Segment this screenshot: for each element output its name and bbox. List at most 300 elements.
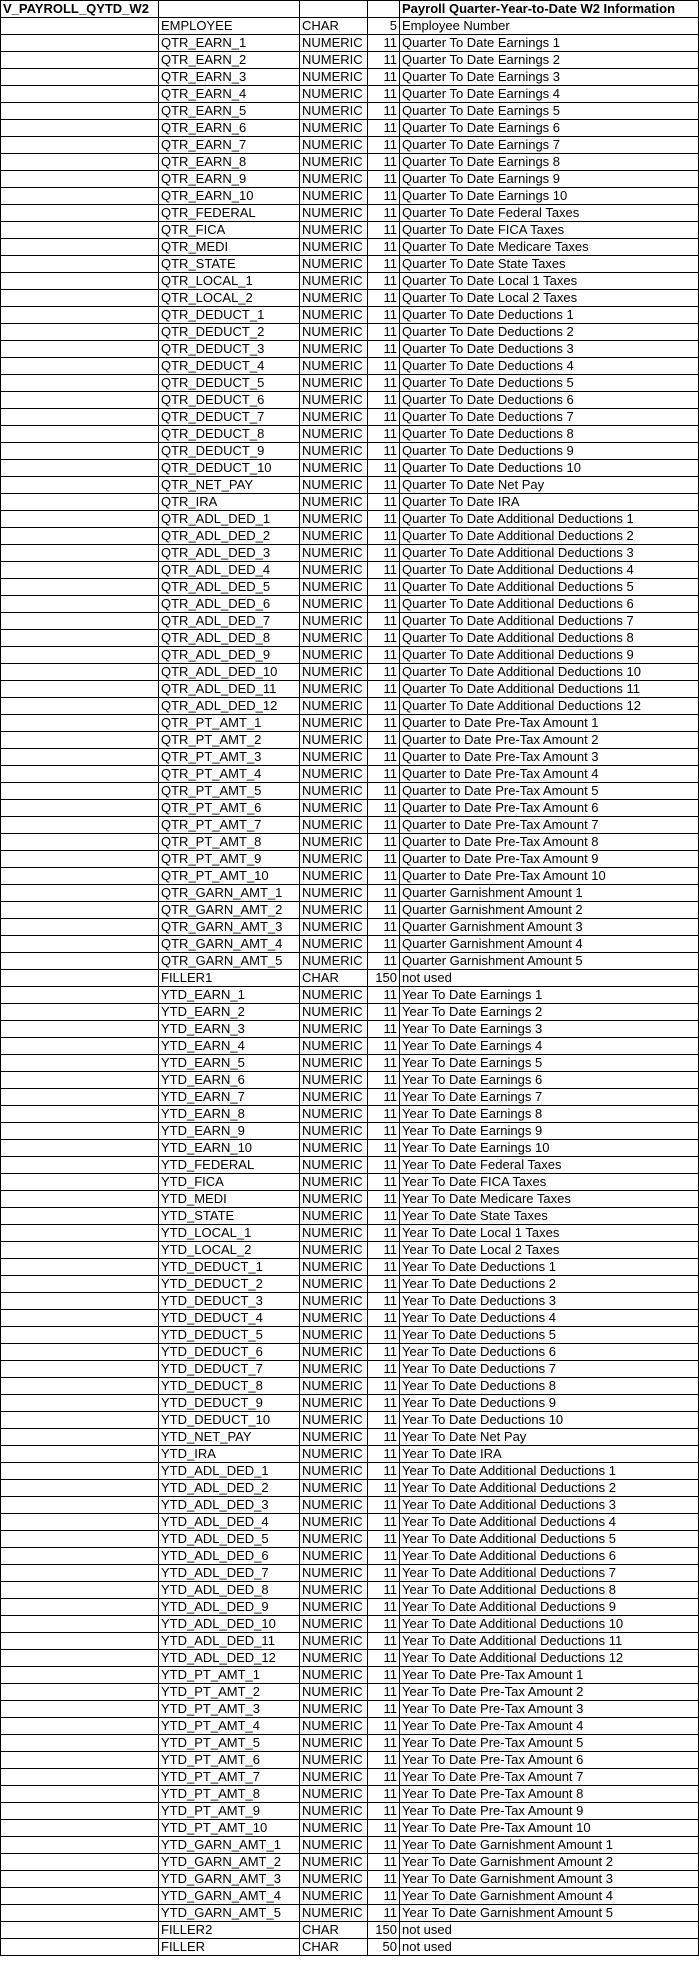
field-description-cell: Year To Date Pre-Tax Amount 5 <box>400 1735 699 1752</box>
field-name-cell: QTR_DEDUCT_2 <box>159 324 300 341</box>
field-type-cell: NUMERIC <box>300 766 368 783</box>
field-name-cell: YTD_ADL_DED_3 <box>159 1497 300 1514</box>
table-row <box>1 69 699 86</box>
field-type-cell: CHAR <box>300 970 368 987</box>
field-description-cell: Quarter Garnishment Amount 2 <box>400 902 699 919</box>
field-description-cell: Quarter To Date Medicare Taxes <box>400 239 699 256</box>
field-description-cell: Year To Date Earnings 10 <box>400 1140 699 1157</box>
field-type-cell: NUMERIC <box>300 953 368 970</box>
field-type-cell: NUMERIC <box>300 205 368 222</box>
field-description-cell: Quarter To Date Net Pay <box>400 477 699 494</box>
field-type-cell: NUMERIC <box>300 69 368 86</box>
row-blank-cell <box>1 1123 159 1140</box>
row-blank-cell <box>1 205 159 222</box>
field-description-cell: Quarter To Date Additional Deductions 12 <box>400 698 699 715</box>
field-length-cell: 11 <box>368 749 400 766</box>
field-type-cell: NUMERIC <box>300 1701 368 1718</box>
row-blank-cell <box>1 324 159 341</box>
field-name-cell: YTD_DEDUCT_1 <box>159 1259 300 1276</box>
field-type-cell: NUMERIC <box>300 1650 368 1667</box>
row-blank-cell <box>1 273 159 290</box>
field-description-cell: Year To Date Pre-Tax Amount 10 <box>400 1820 699 1837</box>
field-name-cell: QTR_EARN_7 <box>159 137 300 154</box>
field-name-cell: YTD_EARN_10 <box>159 1140 300 1157</box>
table-row <box>1 1021 699 1038</box>
row-blank-cell <box>1 1769 159 1786</box>
row-blank-cell <box>1 1854 159 1871</box>
field-length-cell: 150 <box>368 1922 400 1939</box>
field-type-cell: NUMERIC <box>300 1429 368 1446</box>
table-row <box>1 1820 699 1837</box>
table-row <box>1 426 699 443</box>
field-description-cell: Quarter To Date Earnings 7 <box>400 137 699 154</box>
table-row <box>1 307 699 324</box>
field-length-cell: 11 <box>368 647 400 664</box>
field-name-cell: YTD_DEDUCT_4 <box>159 1310 300 1327</box>
field-description-cell: Quarter To Date Deductions 10 <box>400 460 699 477</box>
field-description-cell: Quarter To Date Local 1 Taxes <box>400 273 699 290</box>
row-blank-cell <box>1 1599 159 1616</box>
field-description-cell: Year To Date Earnings 6 <box>400 1072 699 1089</box>
field-description-cell: Quarter To Date FICA Taxes <box>400 222 699 239</box>
field-description-cell: Quarter To Date IRA <box>400 494 699 511</box>
field-description-cell: Year To Date Deductions 6 <box>400 1344 699 1361</box>
field-description-cell: Quarter to Date Pre-Tax Amount 5 <box>400 783 699 800</box>
field-name-cell: YTD_DEDUCT_3 <box>159 1293 300 1310</box>
field-description-cell: Quarter To Date Additional Deductions 4 <box>400 562 699 579</box>
field-description-cell: Year To Date Garnishment Amount 1 <box>400 1837 699 1854</box>
table-row <box>1 1854 699 1871</box>
field-type-cell: NUMERIC <box>300 460 368 477</box>
row-blank-cell <box>1 1242 159 1259</box>
table-row <box>1 647 699 664</box>
field-type-cell: NUMERIC <box>300 375 368 392</box>
field-description-cell: Year To Date Additional Deductions 2 <box>400 1480 699 1497</box>
row-blank-cell <box>1 1718 159 1735</box>
field-description-cell: Quarter To Date Earnings 3 <box>400 69 699 86</box>
field-name-cell: QTR_PT_AMT_7 <box>159 817 300 834</box>
row-blank-cell <box>1 1106 159 1123</box>
field-description-cell: Year To Date Deductions 9 <box>400 1395 699 1412</box>
field-type-cell: NUMERIC <box>300 358 368 375</box>
field-description-cell: Quarter To Date Earnings 5 <box>400 103 699 120</box>
table-row <box>1 375 699 392</box>
field-description-cell: Year To Date Additional Deductions 7 <box>400 1565 699 1582</box>
field-description-cell: Year To Date Additional Deductions 10 <box>400 1616 699 1633</box>
field-type-cell: NUMERIC <box>300 1259 368 1276</box>
field-name-cell: QTR_PT_AMT_1 <box>159 715 300 732</box>
field-description-cell: Year To Date Earnings 8 <box>400 1106 699 1123</box>
row-blank-cell <box>1 1004 159 1021</box>
field-length-cell: 11 <box>368 1667 400 1684</box>
field-description-cell: Year To Date IRA <box>400 1446 699 1463</box>
row-blank-cell <box>1 69 159 86</box>
row-blank-cell <box>1 1344 159 1361</box>
field-type-cell: NUMERIC <box>300 1106 368 1123</box>
field-type-cell: NUMERIC <box>300 851 368 868</box>
field-name-cell: QTR_STATE <box>159 256 300 273</box>
table-row <box>1 1089 699 1106</box>
field-description-cell: Year To Date Deductions 5 <box>400 1327 699 1344</box>
row-blank-cell <box>1 1310 159 1327</box>
table-row <box>1 1871 699 1888</box>
field-type-cell: NUMERIC <box>300 1293 368 1310</box>
field-description-cell: Quarter To Date Deductions 9 <box>400 443 699 460</box>
field-type-cell: NUMERIC <box>300 1565 368 1582</box>
field-type-cell: NUMERIC <box>300 579 368 596</box>
row-blank-cell <box>1 1021 159 1038</box>
field-length-cell: 11 <box>368 1684 400 1701</box>
field-length-cell: 11 <box>368 1004 400 1021</box>
table-row <box>1 1701 699 1718</box>
row-blank-cell <box>1 919 159 936</box>
row-blank-cell <box>1 1055 159 1072</box>
row-blank-cell <box>1 511 159 528</box>
field-description-cell: Quarter to Date Pre-Tax Amount 6 <box>400 800 699 817</box>
table-row <box>1 256 699 273</box>
field-description-cell: Quarter To Date Earnings 1 <box>400 35 699 52</box>
field-name-cell: YTD_EARN_8 <box>159 1106 300 1123</box>
table-row <box>1 392 699 409</box>
field-description-cell: Year To Date Local 2 Taxes <box>400 1242 699 1259</box>
field-length-cell: 11 <box>368 919 400 936</box>
row-blank-cell <box>1 1429 159 1446</box>
table-row <box>1 1259 699 1276</box>
field-length-cell: 11 <box>368 1565 400 1582</box>
field-length-cell: 11 <box>368 1599 400 1616</box>
field-type-cell: NUMERIC <box>300 919 368 936</box>
field-name-cell: YTD_FEDERAL <box>159 1157 300 1174</box>
field-type-cell: NUMERIC <box>300 1463 368 1480</box>
field-length-cell: 11 <box>368 800 400 817</box>
field-description-cell: Quarter To Date Earnings 9 <box>400 171 699 188</box>
field-length-cell: 11 <box>368 1276 400 1293</box>
row-blank-cell <box>1 1650 159 1667</box>
field-type-cell: NUMERIC <box>300 239 368 256</box>
field-length-cell: 11 <box>368 1327 400 1344</box>
field-type-cell: NUMERIC <box>300 256 368 273</box>
field-description-cell: Quarter to Date Pre-Tax Amount 3 <box>400 749 699 766</box>
field-name-cell: QTR_ADL_DED_10 <box>159 664 300 681</box>
field-name-cell: QTR_ADL_DED_6 <box>159 596 300 613</box>
field-length-cell: 11 <box>368 1480 400 1497</box>
row-blank-cell <box>1 1157 159 1174</box>
row-blank-cell <box>1 307 159 324</box>
field-name-cell: YTD_EARN_9 <box>159 1123 300 1140</box>
field-description-cell: Quarter To Date Additional Deductions 2 <box>400 528 699 545</box>
field-description-cell: not used <box>400 1939 699 1956</box>
field-description-cell: Quarter To Date Additional Deductions 11 <box>400 681 699 698</box>
table-row <box>1 1395 699 1412</box>
field-description-cell: Year To Date Pre-Tax Amount 2 <box>400 1684 699 1701</box>
row-blank-cell <box>1 783 159 800</box>
field-description-cell: Quarter To Date Additional Deductions 9 <box>400 647 699 664</box>
field-length-cell: 11 <box>368 1497 400 1514</box>
row-blank-cell <box>1 1412 159 1429</box>
field-description-cell: Year To Date Additional Deductions 8 <box>400 1582 699 1599</box>
field-type-cell: NUMERIC <box>300 1820 368 1837</box>
field-name-cell: QTR_GARN_AMT_1 <box>159 885 300 902</box>
field-description-cell: Year To Date Additional Deductions 12 <box>400 1650 699 1667</box>
field-type-cell: NUMERIC <box>300 596 368 613</box>
field-description-cell: Year To Date Additional Deductions 5 <box>400 1531 699 1548</box>
field-description-cell: Year To Date FICA Taxes <box>400 1174 699 1191</box>
table-row <box>1 1939 699 1956</box>
field-description-cell: Quarter to Date Pre-Tax Amount 2 <box>400 732 699 749</box>
field-name-cell: YTD_DEDUCT_7 <box>159 1361 300 1378</box>
field-length-cell: 11 <box>368 579 400 596</box>
field-description-cell: Year To Date Local 1 Taxes <box>400 1225 699 1242</box>
table-row <box>1 1140 699 1157</box>
row-blank-cell <box>1 1225 159 1242</box>
table-row <box>1 1225 699 1242</box>
field-type-cell: NUMERIC <box>300 1021 368 1038</box>
table-row <box>1 103 699 120</box>
table-row <box>1 1191 699 1208</box>
field-name-cell: QTR_ADL_DED_1 <box>159 511 300 528</box>
field-name-cell: QTR_ADL_DED_11 <box>159 681 300 698</box>
table-row <box>1 1038 699 1055</box>
field-description-cell: Quarter To Date State Taxes <box>400 256 699 273</box>
field-description-cell: Year To Date Medicare Taxes <box>400 1191 699 1208</box>
field-name-cell: QTR_DEDUCT_3 <box>159 341 300 358</box>
field-type-cell: NUMERIC <box>300 1361 368 1378</box>
field-type-cell: NUMERIC <box>300 1310 368 1327</box>
field-description-cell: Quarter to Date Pre-Tax Amount 9 <box>400 851 699 868</box>
field-type-cell: CHAR <box>300 1922 368 1939</box>
field-name-cell: YTD_EARN_7 <box>159 1089 300 1106</box>
field-name-cell: YTD_ADL_DED_1 <box>159 1463 300 1480</box>
table-row <box>1 1497 699 1514</box>
field-type-cell: NUMERIC <box>300 1837 368 1854</box>
field-description-cell: Year To Date Net Pay <box>400 1429 699 1446</box>
table-row <box>1 885 699 902</box>
field-type-cell: NUMERIC <box>300 545 368 562</box>
field-description-cell: Year To Date Pre-Tax Amount 7 <box>400 1769 699 1786</box>
field-name-cell: QTR_ADL_DED_2 <box>159 528 300 545</box>
row-blank-cell <box>1 1378 159 1395</box>
field-length-cell: 11 <box>368 86 400 103</box>
field-length-cell: 11 <box>368 188 400 205</box>
row-blank-cell <box>1 664 159 681</box>
field-length-cell: 11 <box>368 1854 400 1871</box>
field-name-cell: QTR_EARN_2 <box>159 52 300 69</box>
table-row <box>1 494 699 511</box>
field-length-cell: 11 <box>368 52 400 69</box>
field-length-cell: 11 <box>368 239 400 256</box>
row-blank-cell <box>1 1905 159 1922</box>
field-description-cell: Quarter to Date Pre-Tax Amount 8 <box>400 834 699 851</box>
field-name-cell: QTR_DEDUCT_7 <box>159 409 300 426</box>
row-blank-cell <box>1 290 159 307</box>
row-blank-cell <box>1 1871 159 1888</box>
field-description-cell: Quarter To Date Additional Deductions 8 <box>400 630 699 647</box>
field-name-cell: QTR_DEDUCT_4 <box>159 358 300 375</box>
field-length-cell: 11 <box>368 1463 400 1480</box>
field-length-cell: 11 <box>368 1735 400 1752</box>
field-length-cell: 11 <box>368 613 400 630</box>
field-description-cell: Year To Date Federal Taxes <box>400 1157 699 1174</box>
field-description-cell: Year To Date Garnishment Amount 3 <box>400 1871 699 1888</box>
row-blank-cell <box>1 188 159 205</box>
field-length-cell: 11 <box>368 1310 400 1327</box>
row-blank-cell <box>1 1531 159 1548</box>
field-name-cell: QTR_EARN_3 <box>159 69 300 86</box>
row-blank-cell <box>1 749 159 766</box>
field-length-cell: 11 <box>368 902 400 919</box>
field-name-cell: YTD_LOCAL_2 <box>159 1242 300 1259</box>
row-blank-cell <box>1 545 159 562</box>
table-row <box>1 902 699 919</box>
field-name-cell: YTD_MEDI <box>159 1191 300 1208</box>
field-name-cell: QTR_DEDUCT_9 <box>159 443 300 460</box>
row-blank-cell <box>1 120 159 137</box>
field-length-cell: 11 <box>368 1718 400 1735</box>
field-type-cell: NUMERIC <box>300 1854 368 1871</box>
field-description-cell: Quarter Garnishment Amount 5 <box>400 953 699 970</box>
field-name-cell: YTD_ADL_DED_5 <box>159 1531 300 1548</box>
header-blank-cell <box>300 1 368 18</box>
field-name-cell: YTD_EARN_4 <box>159 1038 300 1055</box>
field-length-cell: 11 <box>368 154 400 171</box>
field-type-cell: NUMERIC <box>300 1718 368 1735</box>
field-name-cell: QTR_GARN_AMT_2 <box>159 902 300 919</box>
field-length-cell: 11 <box>368 324 400 341</box>
field-description-cell: Year To Date Earnings 4 <box>400 1038 699 1055</box>
table-row <box>1 1599 699 1616</box>
field-description-cell: Year To Date Deductions 1 <box>400 1259 699 1276</box>
field-type-cell: NUMERIC <box>300 1446 368 1463</box>
field-length-cell: 11 <box>368 205 400 222</box>
table-row <box>1 341 699 358</box>
field-length-cell: 11 <box>368 1089 400 1106</box>
field-type-cell: NUMERIC <box>300 35 368 52</box>
field-type-cell: NUMERIC <box>300 1497 368 1514</box>
field-type-cell: NUMERIC <box>300 1327 368 1344</box>
field-type-cell: NUMERIC <box>300 426 368 443</box>
row-blank-cell <box>1 494 159 511</box>
field-type-cell: NUMERIC <box>300 1786 368 1803</box>
row-blank-cell <box>1 1395 159 1412</box>
field-name-cell: QTR_EARN_6 <box>159 120 300 137</box>
table-row <box>1 834 699 851</box>
field-type-cell: NUMERIC <box>300 341 368 358</box>
table-row <box>1 358 699 375</box>
field-type-cell: NUMERIC <box>300 188 368 205</box>
field-description-cell: Year To Date Pre-Tax Amount 8 <box>400 1786 699 1803</box>
field-name-cell: QTR_DEDUCT_1 <box>159 307 300 324</box>
field-length-cell: 11 <box>368 851 400 868</box>
field-length-cell: 11 <box>368 1242 400 1259</box>
field-name-cell: YTD_ADL_DED_7 <box>159 1565 300 1582</box>
field-length-cell: 11 <box>368 222 400 239</box>
field-length-cell: 11 <box>368 562 400 579</box>
field-name-cell: YTD_PT_AMT_10 <box>159 1820 300 1837</box>
row-blank-cell <box>1 1837 159 1854</box>
field-length-cell: 11 <box>368 1259 400 1276</box>
field-name-cell: YTD_ADL_DED_9 <box>159 1599 300 1616</box>
field-description-cell: Quarter To Date Earnings 8 <box>400 154 699 171</box>
row-blank-cell <box>1 1939 159 1956</box>
field-type-cell: NUMERIC <box>300 800 368 817</box>
row-blank-cell <box>1 817 159 834</box>
row-blank-cell <box>1 715 159 732</box>
field-length-cell: 11 <box>368 1293 400 1310</box>
row-blank-cell <box>1 766 159 783</box>
row-blank-cell <box>1 1548 159 1565</box>
field-length-cell: 11 <box>368 1837 400 1854</box>
table-row <box>1 970 699 987</box>
field-name-cell: QTR_FICA <box>159 222 300 239</box>
field-name-cell: QTR_MEDI <box>159 239 300 256</box>
field-type-cell: NUMERIC <box>300 1905 368 1922</box>
field-description-cell: Year To Date Deductions 8 <box>400 1378 699 1395</box>
row-blank-cell <box>1 987 159 1004</box>
row-blank-cell <box>1 1888 159 1905</box>
field-name-cell: QTR_GARN_AMT_5 <box>159 953 300 970</box>
table-row <box>1 1769 699 1786</box>
field-name-cell: QTR_PT_AMT_10 <box>159 868 300 885</box>
field-description-cell: Quarter to Date Pre-Tax Amount 10 <box>400 868 699 885</box>
field-length-cell: 11 <box>368 1123 400 1140</box>
field-length-cell: 11 <box>368 426 400 443</box>
field-length-cell: 11 <box>368 1072 400 1089</box>
row-blank-cell <box>1 596 159 613</box>
field-name-cell: QTR_EARN_1 <box>159 35 300 52</box>
field-length-cell: 11 <box>368 375 400 392</box>
table-row <box>1 1004 699 1021</box>
table-row <box>1 528 699 545</box>
table-row <box>1 1565 699 1582</box>
row-blank-cell <box>1 443 159 460</box>
table-row <box>1 579 699 596</box>
field-length-cell: 11 <box>368 1395 400 1412</box>
field-name-cell: QTR_ADL_DED_9 <box>159 647 300 664</box>
table-row <box>1 1514 699 1531</box>
field-length-cell: 150 <box>368 970 400 987</box>
field-type-cell: NUMERIC <box>300 681 368 698</box>
field-type-cell: NUMERIC <box>300 1191 368 1208</box>
field-name-cell: QTR_EARN_8 <box>159 154 300 171</box>
field-name-cell: YTD_PT_AMT_6 <box>159 1752 300 1769</box>
field-description-cell: Quarter To Date Deductions 7 <box>400 409 699 426</box>
table-title-cell: Payroll Quarter-Year-to-Date W2 Information <box>400 1 699 18</box>
row-blank-cell <box>1 1582 159 1599</box>
field-description-cell: Quarter To Date Earnings 6 <box>400 120 699 137</box>
field-type-cell: NUMERIC <box>300 1157 368 1174</box>
field-description-cell: Quarter To Date Additional Deductions 7 <box>400 613 699 630</box>
field-type-cell: NUMERIC <box>300 222 368 239</box>
row-blank-cell <box>1 1089 159 1106</box>
field-name-cell: YTD_DEDUCT_6 <box>159 1344 300 1361</box>
field-name-cell: QTR_EARN_10 <box>159 188 300 205</box>
table-row <box>1 1106 699 1123</box>
field-length-cell: 11 <box>368 256 400 273</box>
table-row <box>1 1310 699 1327</box>
table-row <box>1 1752 699 1769</box>
row-blank-cell <box>1 1633 159 1650</box>
field-name-cell: YTD_ADL_DED_12 <box>159 1650 300 1667</box>
field-name-cell: YTD_ADL_DED_11 <box>159 1633 300 1650</box>
field-length-cell: 11 <box>368 1633 400 1650</box>
field-description-cell: Year To Date Pre-Tax Amount 6 <box>400 1752 699 1769</box>
row-blank-cell <box>1 579 159 596</box>
field-type-cell: NUMERIC <box>300 1395 368 1412</box>
field-description-cell: Quarter Garnishment Amount 3 <box>400 919 699 936</box>
field-length-cell: 11 <box>368 936 400 953</box>
field-name-cell: QTR_PT_AMT_8 <box>159 834 300 851</box>
field-type-cell: NUMERIC <box>300 1276 368 1293</box>
